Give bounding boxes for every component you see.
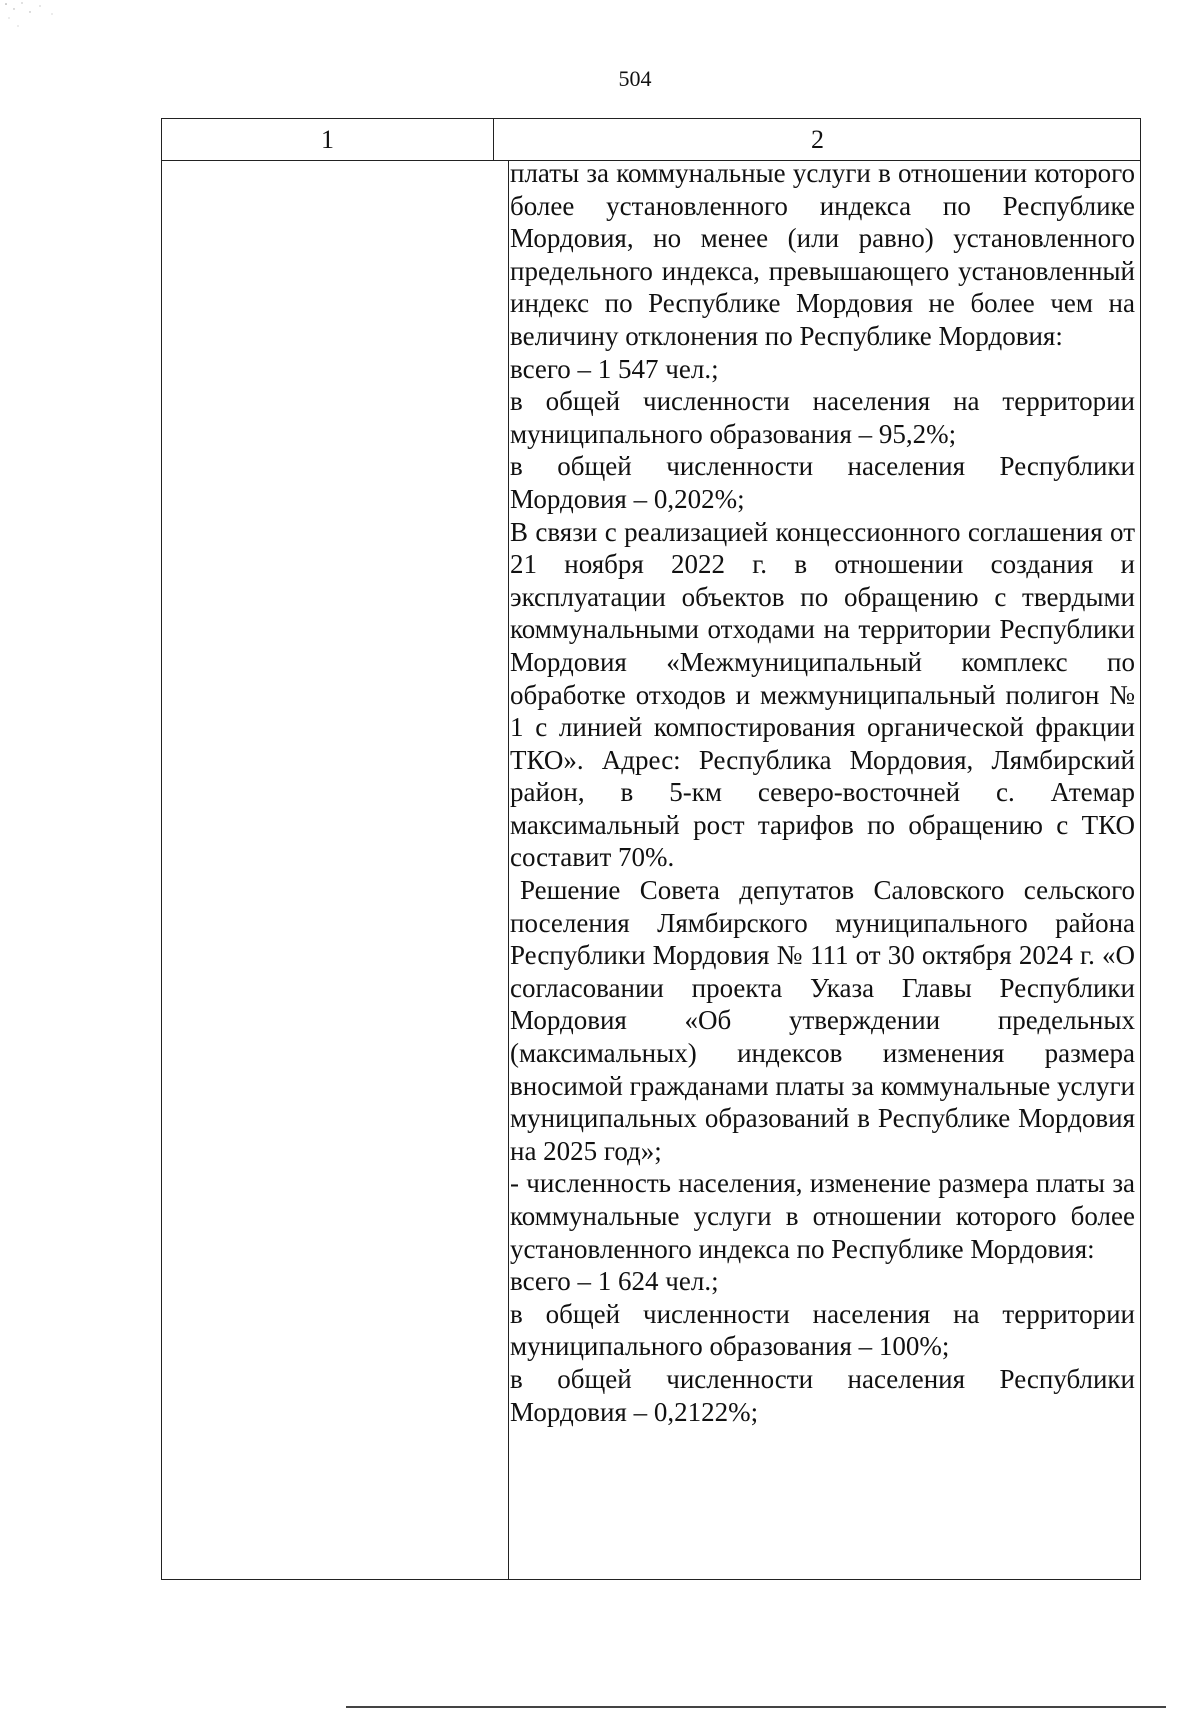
paragraph-total-1: всего – 1 547 чел.; — [510, 353, 719, 384]
paragraph-total-2: всего – 1 624 чел.; — [510, 1266, 719, 1297]
column-divider — [508, 161, 509, 1579]
paragraph-council-decision: Решение Совета депутатов Саловского сельского поселения Лямбирского муниципального района Республики Мордовия № 111 от 30 октября 2024 г. «О согласовании проекта Указа Главы Республики Мордовия «Об утверждении предельных (максимальных) индексов изменения размера вносимой гражданами платы за коммунальные услуги муниципальных образований в Республике Мордовия на 2025 год»; — [510, 875, 1135, 1166]
page-number: 504 — [618, 66, 652, 91]
paragraph-republic-share-2: в общей численности населения Республики Мордовия – 0,2122%; — [510, 1363, 1135, 1427]
scan-noise — [0, 0, 80, 40]
paragraph-municipal-share-1: в общей численности населения на территории муниципального образования – 95,2%; — [510, 386, 1135, 449]
column-1-header: 1 — [321, 125, 334, 154]
column-2-header: 2 — [811, 125, 824, 154]
paragraph-population-change: - численность населения, изменение размера платы за коммунальные услуги в отношении которого более установленного индекса по Республике Мордовия: — [510, 1168, 1135, 1264]
document-table — [161, 118, 1141, 1580]
paragraph-municipal-share-2: в общей численности населения на территории муниципального образования – 100%; — [510, 1298, 1135, 1362]
column-2-content — [510, 157, 1135, 1428]
paragraph-indices-intro: платы за коммунальные услуги в отношении которого более установленного индекса по Республике Мордовия, но менее (или равно) установленного предельного индекса, превышающего установленный индекс по Республике Мордовия не более чем на величину отклонения по Республике Мордовия: — [510, 158, 1135, 351]
table-header-row — [162, 119, 1140, 161]
paragraph-republic-share-1: в общей численности населения Республики Мордовия – 0,202%; — [510, 451, 1135, 514]
bottom-edge-line — [346, 1706, 1166, 1708]
paragraph-concession: В связи с реализацией концессионного соглашения от 21 ноября 2022 г. в отношении создания и эксплуатации объектов по обращению с твердыми коммунальными отходами на территории Республики Мордовия «Межмуниципальный комплекс по обработке отходов и межмуниципальный полигон № 1 с линией компостирования органической фракции ТКО». Адрес: Республика Мордовия, Лямбирский район, в 5-км северо-восточней с. Атемар максимальный рост тарифов по обращению с ТКО составит 70%. — [510, 516, 1135, 873]
